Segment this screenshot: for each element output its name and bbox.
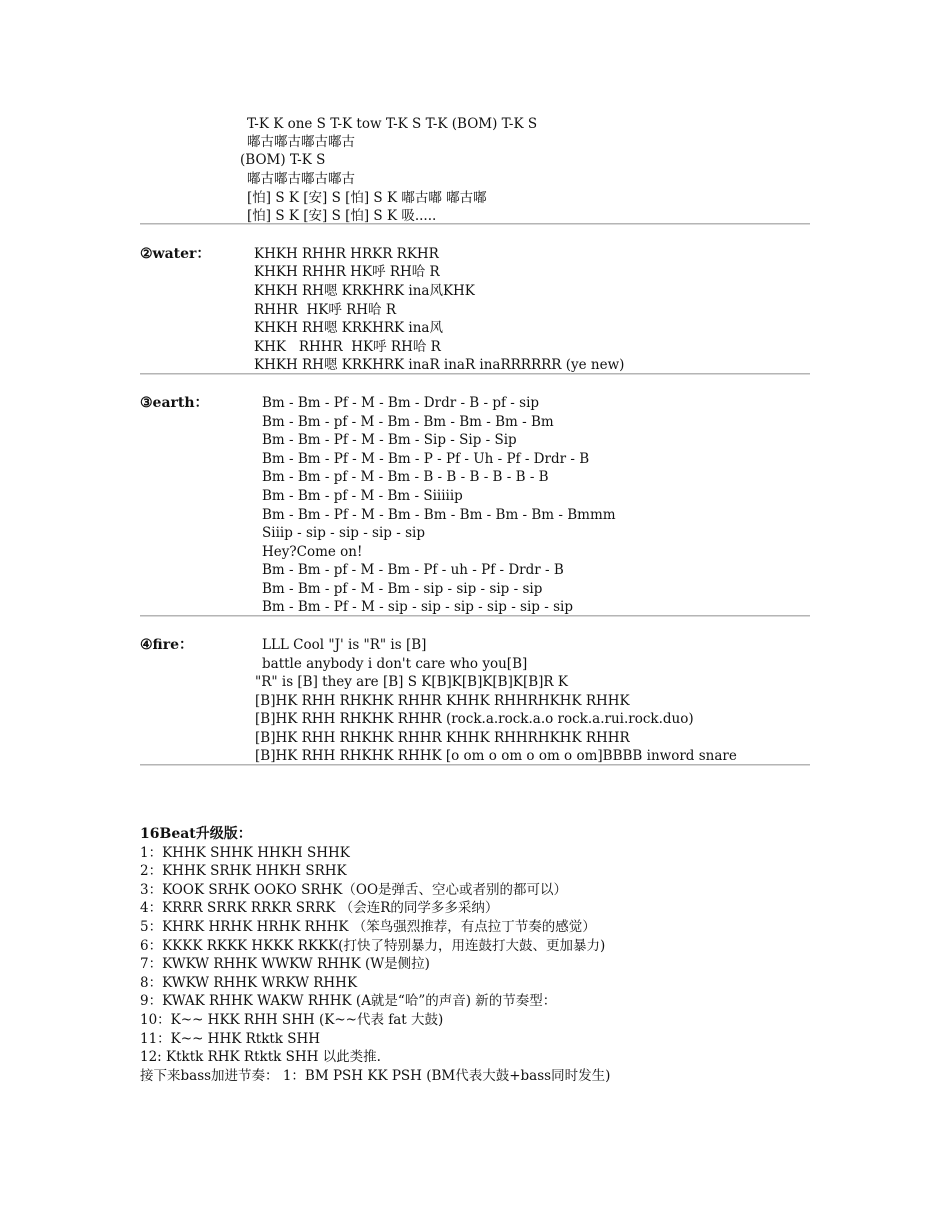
earth-line: Bm - Bm - pf - M - Bm - B - B - B - B - B - B: [262, 469, 549, 485]
earth-line: Bm - Bm - pf - M - Bm - sip - sip - sip - sip: [262, 581, 543, 597]
water-label: ②water：: [140, 246, 211, 262]
intro-line: T-K K one S T-K tow T-K S T-K (BOM) T-K S: [247, 116, 538, 132]
beat16-line: 5：KHRK HRHK HRHK RHHK （笨鸟强烈推荐，有点拉丁节奏的感觉）: [140, 919, 596, 935]
water-line: KHK RHHR HK呼 RH哈 R: [254, 339, 441, 355]
fire-line: LLL Cool "J' is "R" is [B]: [262, 637, 427, 653]
beat16-line: 4：KRRR SRRK RRKR SRRK （会连R的同学多多采纳）: [140, 900, 499, 916]
beat16-line: 12: Ktktk RHK Rtktk SHH 以此类推.: [140, 1049, 381, 1065]
water-line: KHKH RH嗯 KRKHRK inaR inaR inaRRRRRR (ye new): [254, 357, 625, 373]
fire-line: [B]HK RHH RHKHK RHHK [o om o om o om o om]BBBB inword snare: [255, 748, 737, 764]
water-line: KHKH RHHR HK呼 RH哈 R: [254, 264, 440, 280]
water-line: KHKH RH嗯 KRKHRK ina风KHK: [254, 283, 475, 299]
fire-line: [B]HK RHH RHKHK RHHR KHHK RHHRHKHK RHHK: [255, 693, 630, 709]
beat16-line: 7：KWKW RHHK WWKW RHHK (W是侧拉): [140, 956, 430, 972]
earth-line: Bm - Bm - Pf - M - Bm - Sip - Sip - Sip: [262, 432, 517, 448]
fire-line: "R" is [B] they are [B] S K[B]K[B]K[B]K[B]R K: [255, 674, 568, 690]
intro-line: (BOM) T-K S: [240, 152, 326, 168]
fire-line: battle anybody i don't care who you[B]: [262, 656, 528, 672]
earth-line: Bm - Bm - Pf - M - Bm - Drdr - B - pf - sip: [262, 395, 540, 411]
fire-line: [B]HK RHH RHKHK RHHR (rock.a.rock.a.o rock.a.rui.rock.duo): [255, 711, 694, 727]
earth-line: Bm - Bm - Pf - M - Bm - P - Pf - Uh - Pf - Drdr - B: [262, 451, 590, 467]
beat16-line: 接下来bass加进节奏： 1：BM PSH KK PSH (BM代表大鼓+bass同时发生): [140, 1068, 611, 1084]
section-divider: [140, 373, 810, 375]
water-line: RHHR HK呼 RH哈 R: [254, 302, 397, 318]
beat16-title: 16Beat升级版：: [140, 826, 252, 842]
beat16-line: 9：KWAK RHHK WAKW RHHK (A就是“哈”的声音) 新的节奏型：: [140, 993, 557, 1009]
earth-line: Bm - Bm - pf - M - Bm - Pf - uh - Pf - Drdr - B: [262, 562, 564, 578]
beat16-line: 10：K~~ HKK RHH SHH (K~~代表 fat 大鼓): [140, 1012, 444, 1028]
fire-line: [B]HK RHH RHKHK RHHR KHHK RHHRHKHK RHHR: [255, 730, 630, 746]
water-line: KHKH RH嗯 KRKHRK ina风: [254, 320, 443, 336]
earth-line: Bm - Bm - Pf - M - Bm - Bm - Bm - Bm - Bm - Bmmm: [262, 507, 616, 523]
earth-line: Siiip - sip - sip - sip - sip: [262, 525, 425, 541]
beat16-line: 11：K~~ HHK Rtktk SHH: [140, 1031, 321, 1047]
section-divider: [140, 615, 810, 617]
earth-line: Hey?Come on!: [262, 544, 363, 560]
section-divider: [140, 764, 810, 766]
intro-line: 嘟古嘟古嘟古嘟古: [247, 171, 355, 187]
beat16-line: 2：KHHK SRHK HHKH SRHK: [140, 863, 347, 879]
intro-line: [怕] S K [安] S [怕] S K 嘟古嘟 嘟古嘟: [247, 190, 487, 206]
beat16-line: 3：KOOK SRHK OOKO SRHK（OO是弹舌、空心或者别的都可以）: [140, 882, 568, 898]
fire-label: ④fire：: [140, 637, 194, 653]
section-divider: [140, 223, 810, 225]
earth-line: Bm - Bm - Pf - M - sip - sip - sip - sip - sip - sip: [262, 599, 573, 615]
intro-line: [怕] S K [安] S [怕] S K 吸.....: [247, 208, 437, 224]
beat16-line: 1：KHHK SHHK HHKH SHHK: [140, 845, 350, 861]
earth-line: Bm - Bm - pf - M - Bm - Siiiiip: [262, 488, 463, 504]
earth-line: Bm - Bm - pf - M - Bm - Bm - Bm - Bm - Bm: [262, 414, 554, 430]
water-line: KHKH RHHR HRKR RKHR: [254, 246, 439, 262]
beat16-line: 8：KWKW RHHK WRKW RHHK: [140, 975, 358, 991]
beat16-line: 6：KKKK RKKK HKKK RKKK(打快了特别暴力，用连鼓打大鼓、更加暴力): [140, 938, 606, 954]
intro-line: 嘟古嘟古嘟古嘟古: [247, 134, 355, 150]
earth-label: ③earth：: [140, 395, 209, 411]
